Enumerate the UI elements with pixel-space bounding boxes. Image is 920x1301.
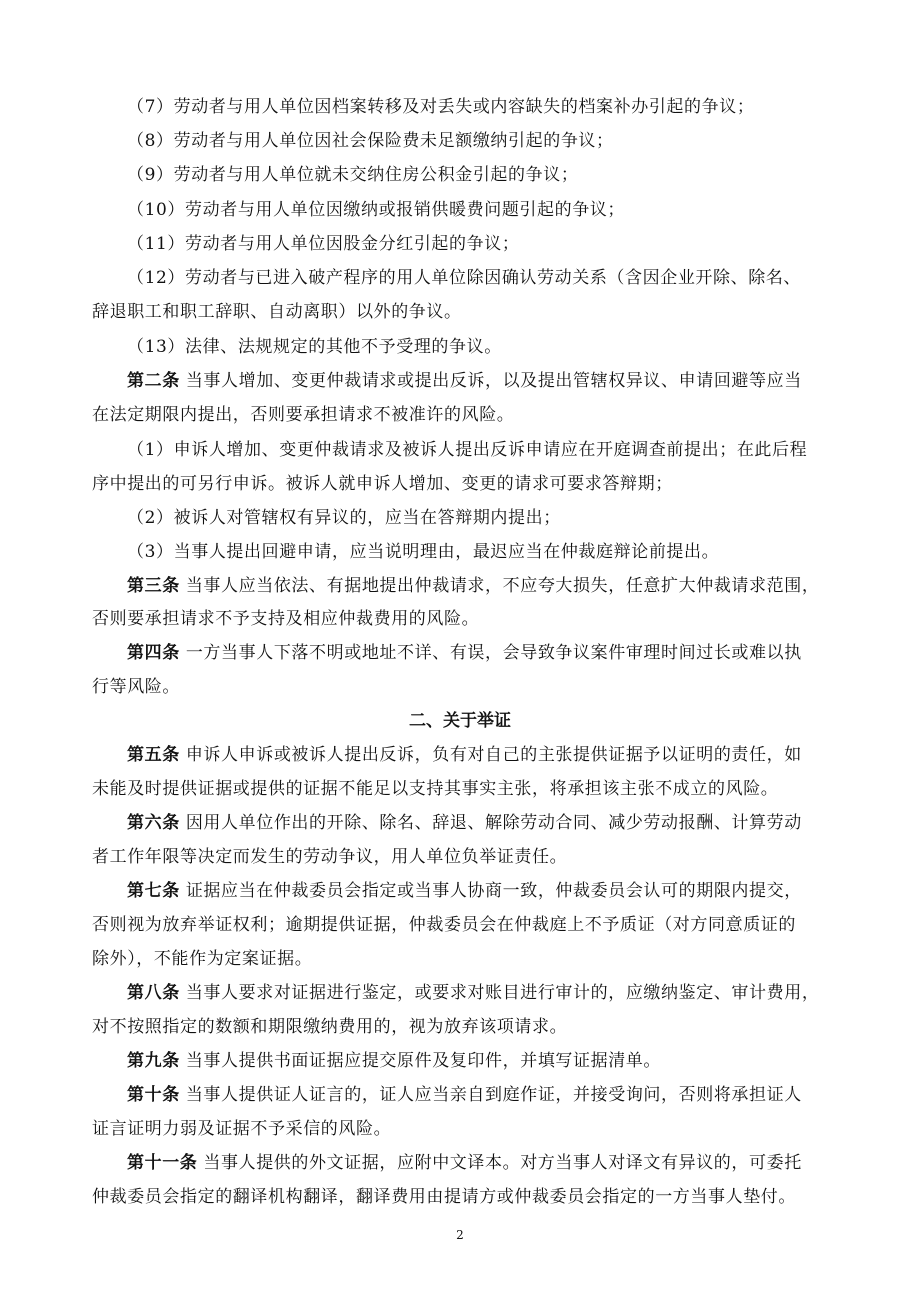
page-number: 2 [456,1228,464,1242]
article-text: 当事人提供书面证据应提交原件及复印件，并填写证据清单。 [179,1051,662,1071]
list-item: （10）劳动者与用人单位因缴纳或报销供暖费问题引起的争议； [127,200,626,220]
article-text: 申诉人申诉或被诉人提出反诉，负有对自己的主张提供证据予以证明的责任，如 [179,745,802,765]
article-4-cont: 行等风险。 [92,677,180,697]
article-8-cont: 对不按照指定的数额和期限缴纳费用的，视为放弃该项请求。 [92,1017,568,1037]
article-7 [127,880,832,902]
article-label: 第十条 [127,1085,180,1105]
article-text: 当事人增加、变更仲裁请求或提出反诉，以及提出管辖权异议、申请回避等应当 [179,371,802,391]
article-label: 第十一条 [127,1153,198,1173]
article-text: 证据应当在仲裁委员会指定或当事人协商一致，仲裁委员会认可的期限内提交， [179,881,802,901]
article-label: 第三条 [127,576,180,596]
list-item: （12）劳动者与已进入破产程序的用人单位除因确认劳动关系（含因企业开除、除名、 [127,268,802,288]
list-item: （13）法律、法规规定的其他不予受理的争议。 [127,337,502,357]
list-item: （8）劳动者与用人单位因社会保险费未足额缴纳引起的争议； [127,131,614,151]
list-item: （7）劳动者与用人单位因档案转移及对丢失或内容缺失的档案补办引起的争议； [127,97,755,117]
article-9 [127,1050,832,1072]
article-label: 第五条 [127,745,180,765]
article-10-cont: 证言证明力弱及证据不予采信的风险。 [92,1119,392,1139]
article-2-cont: 在法定期限内提出，否则要承担请求不被准许的风险。 [92,405,515,425]
article-text: 一方当事人下落不明或地址不详、有误，会导致争议案件审理时间过长或难以执 [179,643,802,663]
article-label: 第四条 [127,643,180,663]
article-5-cont: 未能及时提供证据或提供的证据不能足以支持其事实主张，将承担该主张不成立的风险。 [92,779,779,799]
sub-item: （1）申诉人增加、变更仲裁请求及被诉人提出反诉申请应在开庭调查前提出；在此后程 [127,440,808,460]
article-10 [127,1084,832,1106]
sub-item-cont: 序中提出的可另行申诉。被诉人就申诉人增加、变更的请求可要求答辩期； [92,474,673,494]
list-item-continued: 辞退职工和职工辞职、自动离职）以外的争议。 [92,302,462,322]
article-text: 当事人要求对证据进行鉴定，或要求对账目进行审计的，应缴纳鉴定、审计费用， [179,983,820,1003]
article-label: 第七条 [127,881,180,901]
article-4 [127,642,832,664]
section-heading: 二、关于举证 [409,711,511,731]
article-text: 当事人应当依法、有据地提出仲裁请求，不应夸大损失，任意扩大仲裁请求范围， [179,576,820,596]
article-label: 第八条 [127,983,180,1003]
article-5 [127,744,832,766]
list-item: （9）劳动者与用人单位就未交纳住房公积金引起的争议； [127,165,579,185]
article-11 [127,1152,832,1174]
article-label: 第二条 [127,371,180,391]
article-2 [127,370,832,392]
article-label: 第九条 [127,1051,180,1071]
article-label: 第六条 [127,813,180,833]
article-7-cont: 除外），不能作为定案证据。 [92,949,313,969]
article-3 [127,575,832,597]
article-text: 因用人单位作出的开除、除名、辞退、解除劳动合同、减少劳动报酬、计算劳动 [179,813,802,833]
article-6-cont: 者工作年限等决定而发生的劳动争议，用人单位负举证责任。 [92,847,568,867]
sub-item: （3）当事人提出回避申请，应当说明理由，最迟应当在仲裁庭辩论前提出。 [127,542,720,562]
list-item: （11）劳动者与用人单位因股金分红引起的争议； [127,234,520,254]
article-3-cont: 否则要承担请求不予支持及相应仲裁费用的风险。 [92,609,480,629]
article-7-cont: 否则视为放弃举证权利；逾期提供证据，仲裁委员会在仲裁庭上不予质证（对方同意质证的 [92,915,796,935]
article-text: 当事人提供证人证言的，证人应当亲自到庭作证，并接受询问，否则将承担证人 [179,1085,802,1105]
sub-item: （2）被诉人对管辖权有异议的，应当在答辩期内提出； [127,508,561,528]
article-text: 当事人提供的外文证据，应附中文译本。对方当事人对译文有异议的，可委托 [197,1153,802,1173]
article-11-cont: 仲裁委员会指定的翻译机构翻译，翻译费用由提请方或仲裁委员会指定的一方当事人垫付。 [92,1187,796,1207]
article-8 [127,982,832,1004]
article-6 [127,812,832,834]
